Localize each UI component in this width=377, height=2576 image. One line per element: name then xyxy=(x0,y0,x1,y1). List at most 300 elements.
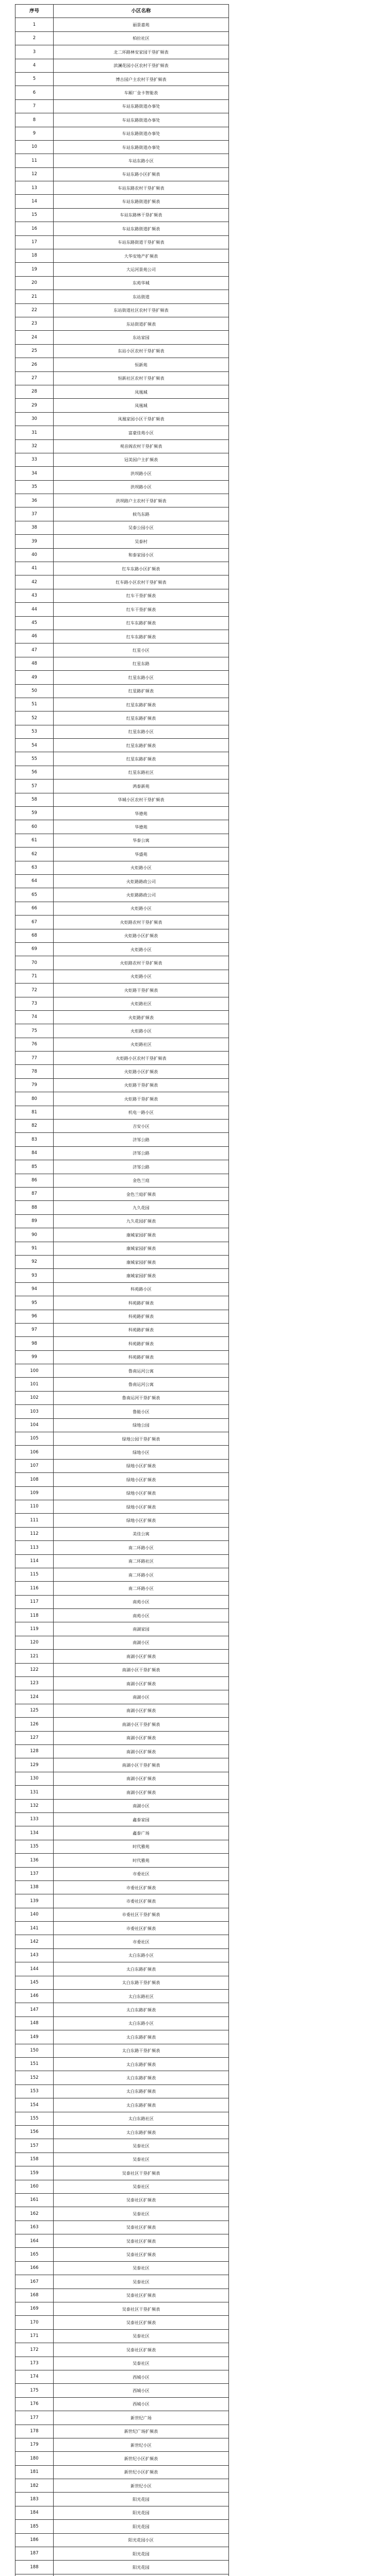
community-name: 车站东路街道干垦扩频表 xyxy=(54,235,229,249)
table-row xyxy=(15,970,229,983)
community-name: 南湖家园 xyxy=(54,1622,229,1636)
table-row xyxy=(15,331,229,344)
row-index: 183 xyxy=(15,2493,54,2506)
table-row xyxy=(15,86,229,99)
table-row xyxy=(15,303,229,317)
row-index: 188 xyxy=(15,2561,54,2574)
table-row xyxy=(15,2425,229,2438)
community-name: 南湖小区 xyxy=(54,1799,229,1812)
row-index: 154 xyxy=(15,2098,54,2112)
table-row xyxy=(15,711,229,725)
table-row xyxy=(15,1228,229,1242)
table-row xyxy=(15,249,229,263)
community-name: 红车干垦扩频表 xyxy=(54,603,229,616)
table-row xyxy=(15,657,229,670)
table-row xyxy=(15,1269,229,1282)
table-row xyxy=(15,1840,229,1853)
community-name: 鲁南运河公寓 xyxy=(54,1378,229,1391)
community-name: 吴泰社区 xyxy=(54,2207,229,2221)
row-index: 120 xyxy=(15,1636,54,1649)
row-index: 143 xyxy=(15,1948,54,1962)
community-name: 吴泰社区扩频表 xyxy=(54,2316,229,2329)
table-row xyxy=(15,1337,229,1350)
table-row xyxy=(15,1704,229,1717)
table-row xyxy=(15,1120,229,1133)
row-index: 114 xyxy=(15,1554,54,1568)
table-row xyxy=(15,1541,229,1554)
community-name: 南苑小区 xyxy=(54,1609,229,1622)
row-index: 155 xyxy=(15,2112,54,2125)
community-name: 吴泰社区 xyxy=(54,2139,229,2153)
row-index: 48 xyxy=(15,657,54,670)
row-index: 30 xyxy=(15,412,54,426)
row-index: 99 xyxy=(15,1350,54,1364)
community-name: 凤凰城 xyxy=(54,399,229,412)
community-name: 车站东路街道扩频表 xyxy=(54,222,229,235)
row-index: 137 xyxy=(15,1867,54,1880)
row-index: 85 xyxy=(15,1160,54,1174)
column-header-index: 序号 xyxy=(15,5,54,18)
row-index: 88 xyxy=(15,1201,54,1214)
community-name: 鑫泰广场 xyxy=(54,1826,229,1840)
table-row xyxy=(15,1052,229,1065)
community-name: 吉安小区 xyxy=(54,1120,229,1133)
community-name: 西城小区 xyxy=(54,2370,229,2383)
row-index: 41 xyxy=(15,562,54,575)
row-index: 61 xyxy=(15,834,54,847)
table-row xyxy=(15,1582,229,1595)
row-index: 25 xyxy=(15,344,54,358)
row-index: 92 xyxy=(15,1255,54,1268)
community-name: 阳光花园 xyxy=(54,2561,229,2574)
community-name: 吴泰社区干垦扩频表 xyxy=(54,2302,229,2316)
row-index: 5 xyxy=(15,72,54,86)
row-index: 71 xyxy=(15,970,54,983)
table-row xyxy=(15,439,229,453)
community-name: 吴泰社区 xyxy=(54,2180,229,2193)
community-name: 滨澜花园小区农村干垦扩频表 xyxy=(54,59,229,72)
community-name: 东站家园 xyxy=(54,331,229,344)
table-row xyxy=(15,1214,229,1228)
table-row xyxy=(15,2493,229,2506)
row-index: 126 xyxy=(15,1718,54,1731)
community-name: 太白东路扩频表 xyxy=(54,1962,229,1976)
table-row xyxy=(15,154,229,167)
community-name: 太白东路社区 xyxy=(54,1990,229,2003)
community-name: 科苑路扩频表 xyxy=(54,1323,229,1336)
community-name: 凤凰家园小区干垦扩频表 xyxy=(54,412,229,426)
community-name: 南湖小区扩频表 xyxy=(54,1677,229,1690)
community-name: 太白东路干垦扩频表 xyxy=(54,1976,229,1989)
table-row xyxy=(15,276,229,290)
community-name: 北二环路林安家园干垦扩频表 xyxy=(54,45,229,59)
row-index: 54 xyxy=(15,739,54,752)
row-index: 7 xyxy=(15,99,54,113)
table-row xyxy=(15,739,229,752)
table-row xyxy=(15,127,229,140)
community-name: 绿地小区扩频表 xyxy=(54,1514,229,1527)
community-name: 吴泰社区扩频表 xyxy=(54,2234,229,2248)
table-row xyxy=(15,494,229,507)
row-index: 57 xyxy=(15,779,54,793)
table-row xyxy=(15,59,229,72)
table-row xyxy=(15,875,229,888)
row-index: 91 xyxy=(15,1242,54,1255)
row-index: 35 xyxy=(15,480,54,494)
table-row xyxy=(15,984,229,997)
community-name: 太白东路干垦扩频表 xyxy=(54,2044,229,2057)
community-name: 南二环路小区 xyxy=(54,1582,229,1595)
community-name: 阳光花园 xyxy=(54,2547,229,2561)
row-index: 102 xyxy=(15,1391,54,1404)
community-name: 科苑路扩频表 xyxy=(54,1350,229,1364)
row-index: 117 xyxy=(15,1595,54,1608)
row-index: 43 xyxy=(15,589,54,602)
community-name: 新世纪小区扩频表 xyxy=(54,2465,229,2479)
row-index: 64 xyxy=(15,875,54,888)
table-row xyxy=(15,725,229,738)
row-index: 36 xyxy=(15,494,54,507)
community-name: 车站东路街道办事处 xyxy=(54,127,229,140)
community-name: 华德苑 xyxy=(54,820,229,834)
community-name: 阳光花园小区 xyxy=(54,2533,229,2547)
row-index: 159 xyxy=(15,2166,54,2180)
community-name: 绿地小区扩频表 xyxy=(54,1486,229,1500)
community-name: 车站东路街道办事处 xyxy=(54,99,229,113)
row-index: 150 xyxy=(15,2044,54,2057)
table-row xyxy=(15,2098,229,2112)
table-row xyxy=(15,1962,229,1976)
community-name: 华城小区农村干垦扩频表 xyxy=(54,793,229,806)
row-index: 72 xyxy=(15,984,54,997)
community-name: 吴泰社区扩频表 xyxy=(54,2248,229,2261)
community-name: 红星东路小区 xyxy=(54,671,229,684)
row-index: 78 xyxy=(15,1065,54,1078)
table-row xyxy=(15,1718,229,1731)
table-row xyxy=(15,1568,229,1581)
community-name: 康城家园扩频表 xyxy=(54,1228,229,1242)
row-index: 173 xyxy=(15,2357,54,2370)
table-row xyxy=(15,1908,229,1921)
row-index: 187 xyxy=(15,2547,54,2561)
row-index: 90 xyxy=(15,1228,54,1242)
row-index: 32 xyxy=(15,439,54,453)
table-row xyxy=(15,1500,229,1513)
row-index: 18 xyxy=(15,249,54,263)
row-index: 182 xyxy=(15,2479,54,2493)
table-row xyxy=(15,344,229,358)
community-name: 太白东路社区 xyxy=(54,2112,229,2125)
community-name: 红星小区 xyxy=(54,643,229,657)
community-name: 济邹公路 xyxy=(54,1133,229,1146)
table-row xyxy=(15,480,229,494)
row-index: 53 xyxy=(15,725,54,738)
table-row xyxy=(15,548,229,562)
community-name: 东站街道社区农村干垦扩频表 xyxy=(54,303,229,317)
community-name: 新世纪小区扩频表 xyxy=(54,2452,229,2465)
table-row xyxy=(15,1554,229,1568)
table-row xyxy=(15,2248,229,2261)
table-row xyxy=(15,2193,229,2207)
row-index: 26 xyxy=(15,358,54,371)
community-name: 九久花园扩频表 xyxy=(54,1214,229,1228)
row-index: 98 xyxy=(15,1337,54,1350)
community-name: 东站小区农村干垦扩频表 xyxy=(54,344,229,358)
table-row xyxy=(15,1364,229,1378)
table-row xyxy=(15,2302,229,2316)
row-index: 87 xyxy=(15,1187,54,1200)
community-name: 吴泰社区 xyxy=(54,2153,229,2166)
community-name: 红星东路 xyxy=(54,657,229,670)
table-row xyxy=(15,1622,229,1636)
table-row xyxy=(15,31,229,45)
table-row xyxy=(15,1677,229,1690)
table-row xyxy=(15,2411,229,2425)
table-row xyxy=(15,575,229,589)
row-index: 163 xyxy=(15,2221,54,2234)
community-name: 金色兰庭扩频表 xyxy=(54,1187,229,1200)
community-name: 市委社区扩频表 xyxy=(54,1894,229,1908)
table-row xyxy=(15,1812,229,1826)
community-name: 恒新社区农村干垦扩频表 xyxy=(54,371,229,385)
row-index: 158 xyxy=(15,2153,54,2166)
table-row xyxy=(15,1350,229,1364)
row-index: 9 xyxy=(15,127,54,140)
table-row xyxy=(15,2234,229,2248)
row-index: 20 xyxy=(15,276,54,290)
community-name: 市委社区 xyxy=(54,1935,229,1948)
community-name: 东站街道扩频表 xyxy=(54,317,229,330)
row-index: 79 xyxy=(15,1078,54,1092)
row-index: 142 xyxy=(15,1935,54,1948)
community-name: 火炬路小区扩频表 xyxy=(54,1065,229,1078)
row-index: 119 xyxy=(15,1622,54,1636)
table-row xyxy=(15,1187,229,1200)
row-index: 180 xyxy=(15,2452,54,2465)
table-row xyxy=(15,2084,229,2098)
table-row xyxy=(15,603,229,616)
table-row xyxy=(15,1405,229,1418)
row-index: 89 xyxy=(15,1214,54,1228)
community-name: 南二环路小区 xyxy=(54,1568,229,1581)
community-name: 鲁南运河公寓 xyxy=(54,1364,229,1378)
row-index: 75 xyxy=(15,1024,54,1038)
row-index: 121 xyxy=(15,1650,54,1663)
row-index: 148 xyxy=(15,2016,54,2030)
row-index: 169 xyxy=(15,2302,54,2316)
community-name: 太白东路小区 xyxy=(54,2016,229,2030)
community-name: 南湖小区扩频表 xyxy=(54,1650,229,1663)
table-row xyxy=(15,1391,229,1404)
community-name: 红星东路社区 xyxy=(54,766,229,779)
community-name: 市委社区扩频表 xyxy=(54,1880,229,1894)
row-index: 59 xyxy=(15,807,54,820)
row-index: 124 xyxy=(15,1690,54,1704)
community-name: 红车干垦扩频表 xyxy=(54,589,229,602)
community-name: 美佳公寓 xyxy=(54,1527,229,1540)
community-name: 红车东路扩频表 xyxy=(54,616,229,630)
row-index: 42 xyxy=(15,575,54,589)
table-row xyxy=(15,167,229,181)
table-row xyxy=(15,861,229,874)
table-row xyxy=(15,1146,229,1160)
community-name: 绿地小区扩频表 xyxy=(54,1459,229,1472)
community-name: 时代雅苑 xyxy=(54,1854,229,1867)
row-index: 129 xyxy=(15,1758,54,1772)
table-row xyxy=(15,1595,229,1608)
row-index: 56 xyxy=(15,766,54,779)
table-row xyxy=(15,562,229,575)
row-index: 132 xyxy=(15,1799,54,1812)
table-row xyxy=(15,1010,229,1024)
community-name: 南苑小区 xyxy=(54,1595,229,1608)
table-row xyxy=(15,916,229,929)
row-index: 141 xyxy=(15,1922,54,1935)
row-index: 152 xyxy=(15,2071,54,2084)
community-name: 东站街道 xyxy=(54,290,229,303)
table-row xyxy=(15,848,229,861)
community-name: 车站东路小区 xyxy=(54,154,229,167)
row-index: 140 xyxy=(15,1908,54,1921)
community-name: 红星东路扩频表 xyxy=(54,752,229,766)
community-name: 红星东路小区 xyxy=(54,725,229,738)
table-row xyxy=(15,2112,229,2125)
community-name: 吴泰社区 xyxy=(54,2275,229,2289)
row-index: 156 xyxy=(15,2125,54,2139)
table-row xyxy=(15,807,229,820)
table-row xyxy=(15,1758,229,1772)
table-row xyxy=(15,1935,229,1948)
row-index xyxy=(15,2574,54,2576)
row-index: 128 xyxy=(15,1745,54,1758)
table-header xyxy=(15,5,229,18)
table-row xyxy=(15,140,229,154)
table-row xyxy=(15,1078,229,1092)
row-index: 138 xyxy=(15,1880,54,1894)
community-name: 南湖小区扩频表 xyxy=(54,1786,229,1799)
community-name: 观音阁农村干垦扩频表 xyxy=(54,439,229,453)
community-name: 南湖小区扩频表 xyxy=(54,1704,229,1717)
table-row xyxy=(15,358,229,371)
row-index: 165 xyxy=(15,2248,54,2261)
table-row xyxy=(15,1242,229,1255)
community-name: 新世纪小区 xyxy=(54,2438,229,2451)
community-name: 阳光花园 xyxy=(54,2520,229,2533)
table-row xyxy=(15,99,229,113)
community-name: 绿地小区扩频表 xyxy=(54,1473,229,1486)
community-name: 凤凰城 xyxy=(54,385,229,398)
table-row xyxy=(15,1432,229,1446)
community-name xyxy=(54,2574,229,2576)
community-name: 火炬路农村干垦扩频表 xyxy=(54,956,229,970)
row-index: 8 xyxy=(15,113,54,127)
community-name: 火炬路扩频表 xyxy=(54,1010,229,1024)
table-row xyxy=(15,1527,229,1540)
table-row xyxy=(15,2370,229,2383)
community-name: 华盛苑 xyxy=(54,848,229,861)
row-index: 3 xyxy=(15,45,54,59)
table-row xyxy=(15,671,229,684)
row-index: 49 xyxy=(15,671,54,684)
row-index: 19 xyxy=(15,263,54,276)
table-row xyxy=(15,371,229,385)
row-index: 133 xyxy=(15,1812,54,1826)
row-index: 174 xyxy=(15,2370,54,2383)
row-index: 105 xyxy=(15,1432,54,1446)
community-name: 红车东路小区扩频表 xyxy=(54,562,229,575)
community-name: 红星东路扩频表 xyxy=(54,698,229,711)
row-index: 86 xyxy=(15,1174,54,1187)
community-name: 华德苑 xyxy=(54,807,229,820)
community-name: 机电一路小区 xyxy=(54,1106,229,1119)
table-row xyxy=(15,2166,229,2180)
table-row xyxy=(15,1201,229,1214)
row-index: 31 xyxy=(15,426,54,439)
table-row xyxy=(15,2139,229,2153)
row-index: 16 xyxy=(15,222,54,235)
community-name: 绿地小区扩频表 xyxy=(54,1500,229,1513)
table-row xyxy=(15,1514,229,1527)
row-index: 111 xyxy=(15,1514,54,1527)
row-index: 44 xyxy=(15,603,54,616)
row-index: 104 xyxy=(15,1418,54,1432)
community-name: 阳光花园 xyxy=(54,2493,229,2506)
row-index: 162 xyxy=(15,2207,54,2221)
row-index: 96 xyxy=(15,1310,54,1323)
community-name: 红星东路扩频表 xyxy=(54,739,229,752)
table-row xyxy=(15,72,229,86)
table-row xyxy=(15,2207,229,2221)
row-index: 160 xyxy=(15,2180,54,2193)
table-row xyxy=(15,2329,229,2343)
community-name: 吴泰社区扩频表 xyxy=(54,2343,229,2357)
row-index: 176 xyxy=(15,2397,54,2411)
row-index: 127 xyxy=(15,1731,54,1744)
row-index: 109 xyxy=(15,1486,54,1500)
table-row xyxy=(15,385,229,398)
row-index: 107 xyxy=(15,1459,54,1472)
table-row xyxy=(15,113,229,127)
row-index: 46 xyxy=(15,630,54,643)
table-row xyxy=(15,1948,229,1962)
table-row xyxy=(15,1650,229,1663)
table-row xyxy=(15,1663,229,1676)
row-index: 28 xyxy=(15,385,54,398)
row-index: 69 xyxy=(15,942,54,956)
table-row xyxy=(15,1690,229,1704)
community-name: 科苑路扩频表 xyxy=(54,1310,229,1323)
community-name: 科苑路扩频表 xyxy=(54,1337,229,1350)
table-row xyxy=(15,2153,229,2166)
table-row xyxy=(15,1418,229,1432)
table-row xyxy=(15,1323,229,1336)
table-row xyxy=(15,929,229,942)
row-index: 170 xyxy=(15,2316,54,2329)
table-row xyxy=(15,521,229,534)
row-index: 14 xyxy=(15,195,54,208)
community-name: 和泰家园小区 xyxy=(54,548,229,562)
table-row xyxy=(15,535,229,548)
row-index: 184 xyxy=(15,2506,54,2519)
row-index: 130 xyxy=(15,1772,54,1785)
community-name: 吴泰社区扩频表 xyxy=(54,2289,229,2302)
row-index: 185 xyxy=(15,2520,54,2533)
row-index: 181 xyxy=(15,2465,54,2479)
row-index: 139 xyxy=(15,1894,54,1908)
community-name: 西城小区 xyxy=(54,2384,229,2397)
community-name: 火炬路社区 xyxy=(54,997,229,1010)
row-index: 37 xyxy=(15,507,54,521)
